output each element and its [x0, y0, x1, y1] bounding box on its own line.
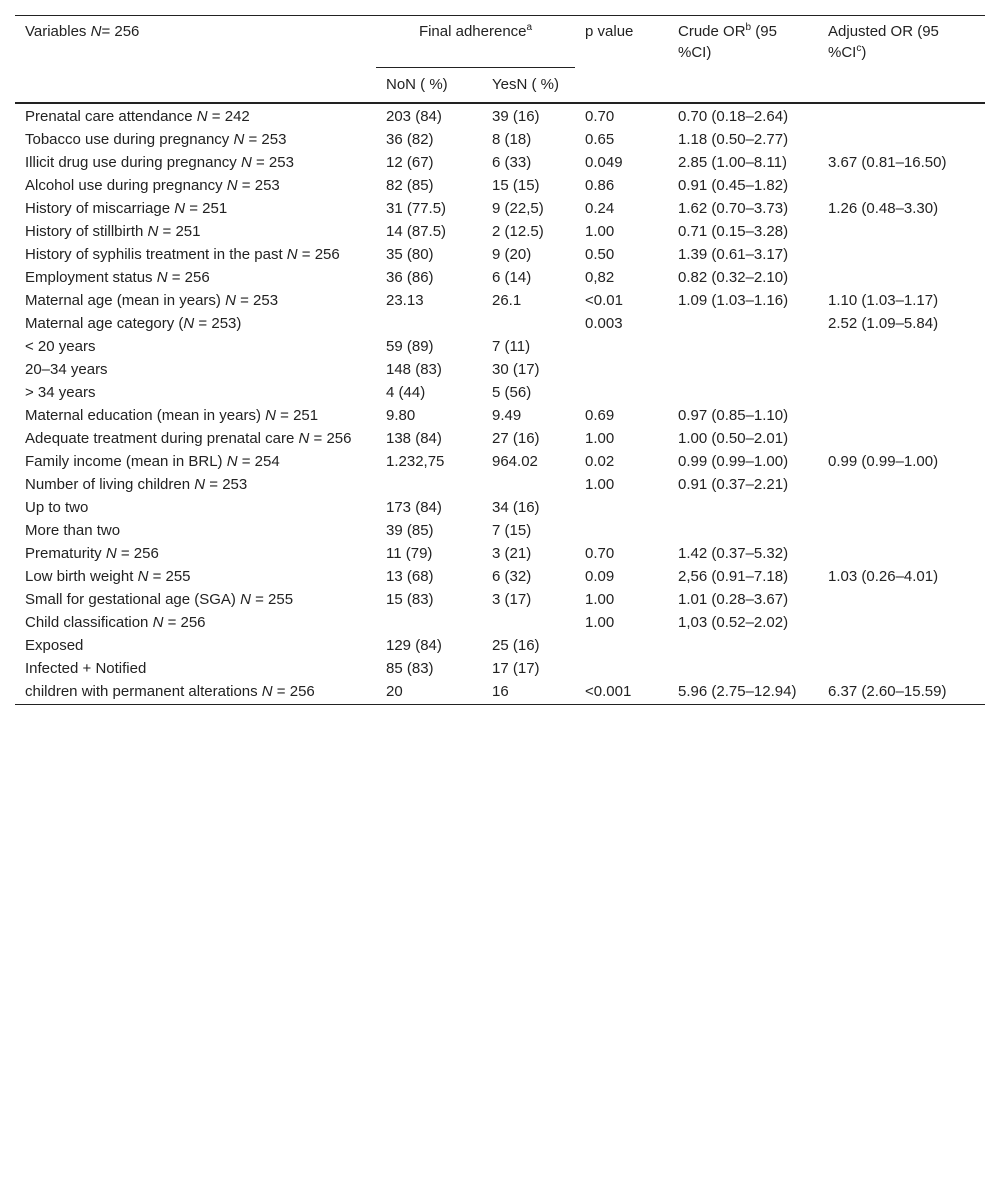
cell-no: 23.13	[386, 292, 424, 309]
cell-crude-or: 1.18 (0.50–2.77)	[678, 131, 789, 148]
cell-no: 203 (84)	[376, 103, 482, 128]
cell-no: 12 (67)	[386, 154, 434, 171]
cell-p-value: 0.09	[585, 568, 615, 585]
cell-yes: 6 (14)	[492, 269, 532, 286]
cell-p-value: 0.69	[585, 407, 615, 424]
cell-variable: History of stillbirth N = 251	[25, 223, 201, 240]
cell-variable: Illicit drug use during pregnancy N = 253	[25, 154, 294, 171]
table-row	[15, 565, 985, 588]
cell-variable: children with permanent alterations N = 256	[15, 680, 376, 705]
cell-p-value: 0,82	[585, 269, 615, 286]
cell-adjusted-or	[818, 634, 985, 657]
cell-p-value	[575, 657, 668, 680]
cell-adjusted-or: 0.99 (0.99–1.00)	[828, 453, 939, 470]
cell-yes: 2 (12.5)	[492, 223, 544, 240]
cell-no: 148 (83)	[386, 361, 442, 378]
cell-no: 39 (85)	[386, 522, 434, 539]
cell-adjusted-or	[818, 404, 985, 427]
cell-variable: Maternal education (mean in years) N = 251	[25, 407, 319, 424]
cell-no: 85 (83)	[386, 660, 434, 677]
cell-no: 129 (84)	[386, 637, 442, 654]
cell-variable: More than two	[25, 522, 121, 539]
cell-p-value: 1.00	[585, 591, 615, 608]
cell-adjusted-or	[818, 611, 985, 634]
cell-adjusted-or	[818, 243, 985, 266]
cell-p-value: 1.00	[585, 614, 615, 631]
cell-p-value: <0.01	[585, 292, 623, 309]
cell-no: 15 (83)	[386, 591, 434, 608]
cell-crude-or: 1.42 (0.37–5.32)	[678, 545, 789, 562]
header-p-value: p value	[575, 16, 668, 104]
cell-variable: Child classification N = 256	[25, 614, 206, 631]
cell-crude-or	[668, 312, 818, 335]
cell-no: 11 (79)	[386, 545, 433, 562]
cell-crude-or	[668, 381, 818, 404]
header-row	[15, 16, 985, 68]
table-row	[15, 473, 985, 496]
cell-yes	[482, 312, 575, 335]
cell-p-value	[575, 496, 668, 519]
cell-adjusted-or	[818, 519, 985, 542]
cell-crude-or: 1.62 (0.70–3.73)	[678, 200, 789, 217]
cell-adjusted-or	[818, 427, 985, 450]
cell-variable: Family income (mean in BRL) N = 254	[25, 453, 280, 470]
table-row	[15, 312, 985, 335]
cell-crude-or: 2.85 (1.00–8.11)	[678, 154, 787, 171]
cell-yes: 16	[482, 680, 575, 705]
cell-p-value: 0.049	[585, 154, 623, 171]
table-row	[15, 243, 985, 266]
cell-p-value: 0.24	[585, 200, 615, 217]
cell-p-value: 1.00	[585, 476, 615, 493]
cell-yes: 6 (32)	[492, 568, 532, 585]
cell-p-value: <0.001	[575, 680, 668, 705]
header-no: NoN ( %)	[386, 76, 448, 93]
cell-yes: 3 (17)	[492, 591, 532, 608]
table-row	[15, 151, 985, 174]
cell-no: 59 (89)	[386, 338, 434, 355]
table-row	[15, 381, 985, 404]
cell-adjusted-or: 2.52 (1.09–5.84)	[828, 315, 939, 332]
cell-no	[376, 611, 482, 634]
cell-no: 35 (80)	[386, 246, 434, 263]
header-adjusted-or: Adjusted OR (95 $\%CI^c$)	[818, 16, 985, 104]
table-row	[15, 450, 985, 473]
cell-crude-or: 0.91 (0.45–1.82)	[678, 177, 789, 194]
cell-yes: 39 (16)	[482, 103, 575, 128]
cell-adjusted-or	[818, 128, 985, 151]
cell-no	[376, 473, 482, 496]
cell-adjusted-or	[818, 266, 985, 289]
cell-variable: Infected + Notified	[25, 660, 147, 677]
cell-adjusted-or: 1.10 (1.03–1.17)	[828, 292, 939, 309]
table-row	[15, 588, 985, 611]
cell-yes	[482, 473, 575, 496]
cell-crude-or	[668, 496, 818, 519]
cell-crude-or: 0.71 (0.15–3.28)	[678, 223, 789, 240]
cell-crude-or: 2,56 (0.91–7.18)	[678, 568, 789, 585]
header-crude-or: Crude $OR^b$ (95 %CI)	[668, 16, 818, 104]
cell-p-value: 0.70	[575, 103, 668, 128]
cell-no: 82 (85)	[386, 177, 434, 194]
table-row	[15, 542, 985, 565]
cell-p-value: 0.70	[585, 545, 615, 562]
cell-adjusted-or	[818, 473, 985, 496]
cell-adjusted-or	[818, 103, 985, 128]
cell-no: 138 (84)	[386, 430, 442, 447]
cell-variable: Low birth weight N = 255	[25, 568, 191, 585]
cell-yes: 8 (18)	[492, 131, 532, 148]
cell-yes: 9 (20)	[492, 246, 532, 263]
cell-variable: Prematurity N = 256	[25, 545, 159, 562]
cell-yes: 30 (17)	[492, 361, 540, 378]
cell-yes: 3 (21)	[492, 545, 532, 562]
cell-crude-or: 0.70 (0.18–2.64)	[668, 103, 818, 128]
table-row	[15, 289, 985, 312]
cell-yes: 7 (15)	[492, 522, 532, 539]
cell-no: 14 (87.5)	[386, 223, 447, 240]
cell-adjusted-or: 1.03 (0.26–4.01)	[828, 568, 939, 585]
cell-variable: Adequate treatment during prenatal care N = 256	[25, 430, 352, 447]
cell-crude-or: 0.97 (0.85–1.10)	[678, 407, 789, 424]
cell-p-value: 0.50	[585, 246, 615, 263]
cell-no: 1.232,75	[386, 453, 445, 470]
cell-adjusted-or	[818, 335, 985, 358]
cell-yes: 15 (15)	[492, 177, 540, 194]
cell-crude-or: 1.00 (0.50–2.01)	[678, 430, 789, 447]
table-row	[15, 103, 985, 128]
cell-yes	[482, 611, 575, 634]
cell-p-value: 0.65	[585, 131, 615, 148]
cell-adjusted-or	[818, 358, 985, 381]
cell-crude-or: 1.39 (0.61–3.17)	[678, 246, 789, 263]
cell-no	[376, 312, 482, 335]
table-row	[15, 197, 985, 220]
cell-crude-or: 1,03 (0.52–2.02)	[678, 614, 789, 631]
cell-variable: Maternal age (mean in years) N = 253	[25, 292, 279, 309]
cell-adjusted-or	[818, 220, 985, 243]
cell-crude-or: 0.91 (0.37–2.21)	[678, 476, 789, 493]
table-row	[15, 266, 985, 289]
cell-crude-or: 0.82 (0.32–2.10)	[678, 269, 789, 286]
cell-yes: 26.1	[492, 292, 522, 309]
cell-crude-or	[668, 519, 818, 542]
cell-adjusted-or	[818, 496, 985, 519]
cell-variable: < 20 years	[25, 338, 96, 355]
cell-yes: 25 (16)	[492, 637, 540, 654]
cell-yes: 6 (33)	[492, 154, 532, 171]
cell-p-value: 0.003	[585, 315, 623, 332]
cell-variable: Prenatal care attendance N = 242	[15, 103, 376, 128]
table-row	[15, 657, 985, 680]
cell-variable: Employment status N = 256	[25, 269, 210, 286]
table-row	[15, 358, 985, 381]
cell-no: 4 (44)	[386, 384, 426, 401]
table-row	[15, 174, 985, 197]
cell-variable: History of syphilis treatment in the past N = 256	[25, 246, 340, 263]
cell-variable: Exposed	[25, 637, 84, 654]
cell-yes: 964.02	[492, 453, 538, 470]
cell-no: 13 (68)	[386, 568, 434, 585]
cell-yes: 34 (16)	[492, 499, 540, 516]
cell-yes: 27 (16)	[492, 430, 540, 447]
cell-variable: 20–34 years	[25, 361, 108, 378]
cell-adjusted-or	[818, 381, 985, 404]
cell-p-value: 1.00	[585, 430, 615, 447]
cell-variable: > 34 years	[25, 384, 96, 401]
cell-yes: 7 (11)	[492, 338, 531, 355]
cell-crude-or	[668, 634, 818, 657]
cell-adjusted-or	[818, 542, 985, 565]
cell-adjusted-or	[818, 588, 985, 611]
cell-no: 31 (77.5)	[386, 200, 447, 217]
table-row	[15, 128, 985, 151]
cell-variable: Alcohol use during pregnancy N = 253	[25, 177, 280, 194]
table-row	[15, 427, 985, 450]
cell-p-value	[575, 358, 668, 381]
cell-variable: Maternal age category (N = 253)	[25, 315, 242, 332]
table-row	[15, 220, 985, 243]
cell-variable: Number of living children N = 253	[25, 476, 248, 493]
cell-no: 9.80	[386, 407, 416, 424]
cell-p-value	[575, 335, 668, 358]
cell-variable: Small for gestational age (SGA) N = 255	[25, 591, 294, 608]
cell-p-value: 1.00	[585, 223, 615, 240]
cell-crude-or: 5.96 (2.75–12.94)	[668, 680, 818, 705]
cell-p-value: 0.86	[585, 177, 615, 194]
header-yes: YesN ( %)	[492, 76, 559, 93]
cell-adjusted-or: 6.37 (2.60–15.59)	[818, 680, 985, 705]
table-row	[15, 680, 985, 705]
header-variables: Variables N= 256	[15, 16, 376, 104]
cell-yes: 9.49	[492, 407, 522, 424]
cell-adjusted-or	[818, 174, 985, 197]
cell-crude-or: 1.09 (1.03–1.16)	[678, 292, 789, 309]
table-row	[15, 404, 985, 427]
cell-no: 36 (86)	[386, 269, 434, 286]
cell-crude-or	[668, 657, 818, 680]
cell-crude-or	[668, 358, 818, 381]
cell-yes: 5 (56)	[492, 384, 532, 401]
cell-yes: 9 (22,5)	[492, 200, 544, 217]
cell-adjusted-or	[818, 657, 985, 680]
results-table	[15, 15, 985, 705]
cell-crude-or: 0.99 (0.99–1.00)	[678, 453, 789, 470]
cell-variable: Up to two	[25, 499, 89, 516]
table-row	[15, 519, 985, 542]
cell-variable: History of miscarriage N = 251	[25, 200, 228, 217]
table-body	[15, 103, 985, 705]
cell-no: 173 (84)	[386, 499, 442, 516]
table-row	[15, 611, 985, 634]
cell-variable: Tobacco use during pregnancy N = 253	[25, 131, 287, 148]
cell-crude-or	[668, 335, 818, 358]
table-row	[15, 335, 985, 358]
table-row	[15, 496, 985, 519]
cell-no: 20	[376, 680, 482, 705]
table-row	[15, 634, 985, 657]
cell-crude-or: 1.01 (0.28–3.67)	[678, 591, 789, 608]
cell-yes: 17 (17)	[492, 660, 540, 677]
cell-adjusted-or: 3.67 (0.81–16.50)	[828, 154, 947, 171]
cell-p-value	[575, 634, 668, 657]
cell-p-value	[575, 519, 668, 542]
cell-p-value: 0.02	[585, 453, 615, 470]
cell-p-value	[575, 381, 668, 404]
cell-adjusted-or: 1.26 (0.48–3.30)	[828, 200, 939, 217]
cell-no: 36 (82)	[386, 131, 434, 148]
header-final-adherence: Final adherence$^a$	[376, 16, 575, 68]
